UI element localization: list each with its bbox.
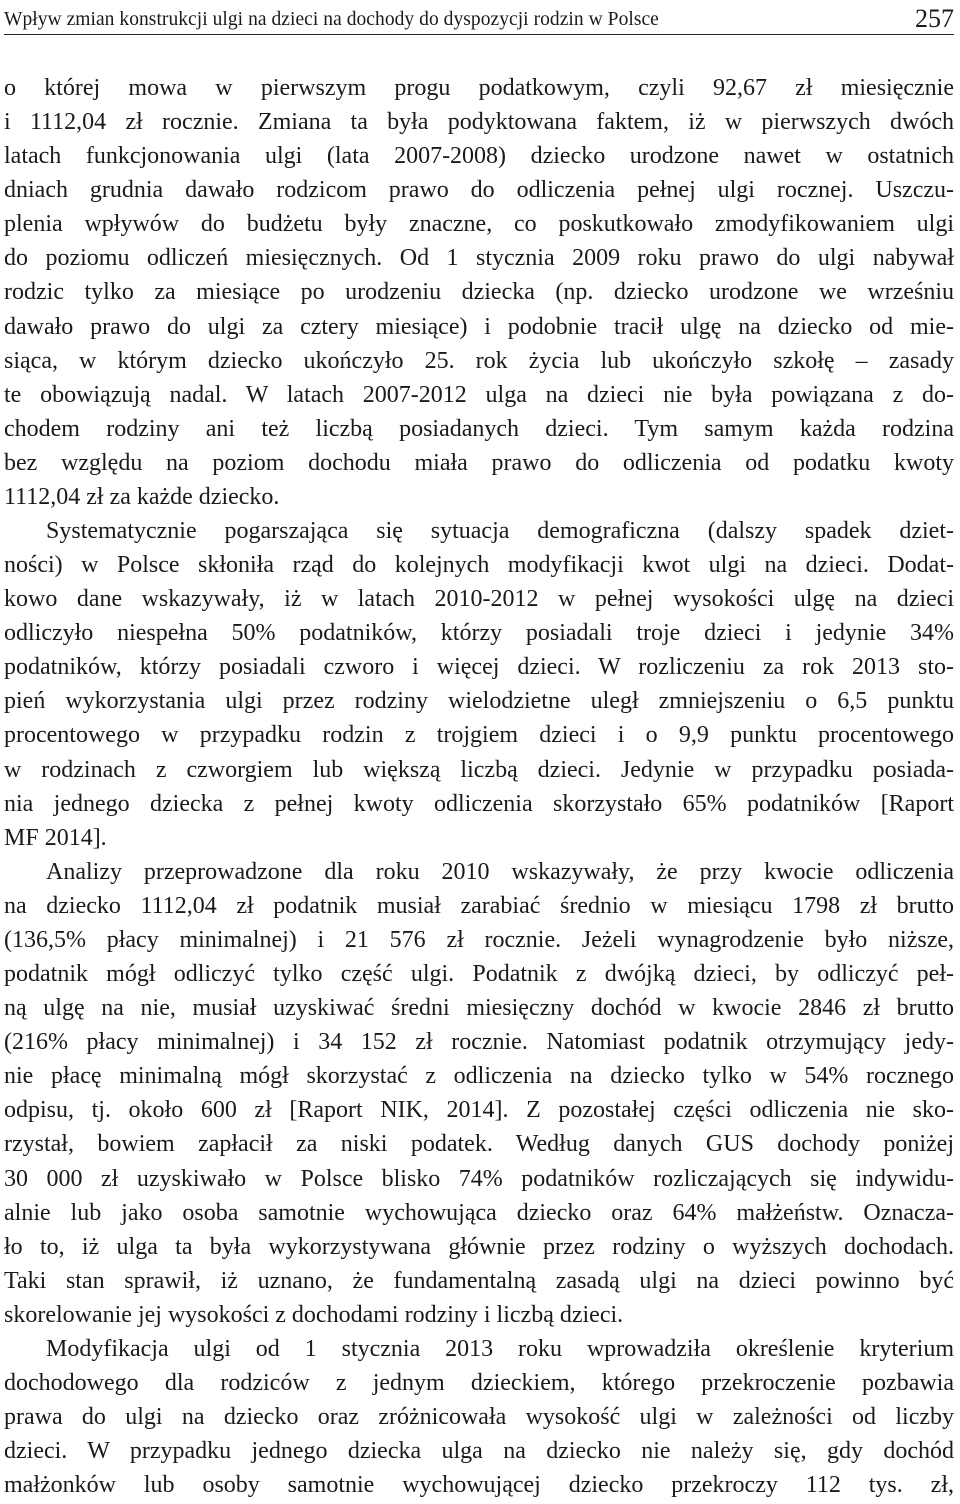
text-line: o której mowa w pierwszym progu podatkowym, czyli 92,67 zł miesięcznie [4, 75, 954, 101]
page-number: 257 [915, 4, 954, 33]
text-line: te obowiązują nadal. W latach 2007-2012 ulga na dzieci nie była powiązana z do- [4, 381, 954, 408]
text-line: ną ulgę na nie, musiał uzyskiwać średni miesięczny dochód w kwocie 2846 zł brutto [4, 995, 954, 1022]
text-line: alnie lub jako osoba samotnie wychowująca dziecko oraz 64% małżeństw. Oznacza- [4, 1199, 954, 1226]
text-line: latach funkcjonowania ulgi (lata 2007-2008) dziecko urodzone nawet w ostatnich [4, 143, 954, 170]
text-line: Modyfikacja ulgi od 1 stycznia 2013 roku wprowadziła określenie kryterium [46, 1335, 954, 1362]
text-line: chodem rodziny ani też liczbą posiadanych dzieci. Tym samym każda rodzina [4, 415, 954, 442]
running-header [4, 2, 954, 35]
text-line: podatnik mógł odliczyć tylko część ulgi. Podatnik z dwójką dzieci, by odliczyć peł- [4, 961, 954, 988]
text-line: procentowego w przypadku rodzin z trojgiem dzieci i o 9,9 punktu procentowego [4, 722, 954, 749]
text-line: w rodzinach z czworgiem lub większą liczbą dzieci. Jedynie w przypadku posiada- [4, 756, 954, 783]
text-line: rzystał, bowiem zapłacił za niski podatek. Według danych GUS dochody poniżej [4, 1131, 954, 1158]
text-line: ności) w Polsce skłoniła rząd do kolejnych modyfikacji kwot ulgi na dzieci. Dodat- [4, 552, 954, 579]
text-line: dniach grudnia dawało rodzicom prawo do odliczenia pełnej ulgi rocznej. Uszczu- [4, 177, 954, 204]
text-line: do poziomu odliczeń miesięcznych. Od 1 stycznia 2009 roku prawo do ulgi nabywał [4, 245, 954, 272]
text-line: (216% płacy minimalnej) i 34 152 zł rocznie. Natomiast podatnik otrzymujący jedy- [4, 1029, 954, 1056]
text-line: ło to, iż ulga ta była wykorzystywana głównie przez rodziny o wyższych dochodach. [4, 1233, 954, 1260]
text-line: (136,5% płacy minimalnej) i 21 576 zł rocznie. Jeżeli wynagrodzenie było niższe, [4, 926, 954, 953]
text-line: na dziecko 1112,04 zł podatnik musiał zarabiać średnio w miesiącu 1798 zł brutto [4, 892, 954, 919]
text-line: odpisu, tj. około 600 zł [Raport NIK, 2014]. Z pozostałej części odliczenia nie sko- [4, 1097, 954, 1124]
text-line: Systematycznie pogarszająca się sytuacja demograficzna (dalszy spadek dziet- [46, 518, 954, 545]
text-line: dochodowego dla rodziców z jednym dzieckiem, którego przekroczenie pozbawia [4, 1369, 954, 1396]
text-line: plenia wpływów do budżetu były znaczne, co poskutkowało zmodyfikowaniem ulgi [4, 211, 954, 238]
text-line: rodzic tylko za miesiące po urodzeniu dziecka (np. dziecko urodzone we wrześniu [4, 279, 954, 306]
text-line: podatników, którzy posiadali czworo i więcej dzieci. W rozliczeniu za rok 2013 sto- [4, 654, 954, 681]
text-line: Taki stan sprawił, iż uznano, że fundamentalną zasadą ulgi na dzieci powinno być [4, 1267, 954, 1294]
text-line: 1112,04 zł za każde dziecko. [4, 483, 280, 510]
text-line: Analizy przeprowadzone dla roku 2010 wskazywały, że przy kwocie odliczenia [46, 858, 954, 885]
text-line: siąca, w którym dziecko ukończyło 25. rok życia lub ukończyło szkołę – zasady [4, 347, 954, 374]
text-line: dzieci. W przypadku jednego dziecka ulga na dziecko nie należy się, gdy dochód [4, 1438, 954, 1465]
text-line: dawało prawo do ulgi za cztery miesiące) i podobnie tracił ulgę na dziecko od mie- [4, 313, 954, 340]
text-line: kowo dane wskazywały, iż w latach 2010-2012 w pełnej wysokości ulgę na dzieci [4, 586, 954, 613]
text-line: prawa do ulgi na dziecko oraz zróżnicowała wysokość ulgi w zależności od liczby [4, 1404, 954, 1431]
running-title: Wpływ zmian konstrukcji ulgi na dzieci na dochody do dyspozycji rodzin w Polsce [4, 9, 659, 30]
text-line: pień wykorzystania ulgi przez rodziny wielodzietne uległ zmniejszeniu o 6,5 punktu [4, 688, 954, 715]
text-line: małżonków lub osoby samotnie wychowującej dziecko przekroczy 112 tys. zł, [4, 1472, 954, 1499]
text-line: odliczyło niespełna 50% podatników, którzy posiadali troje dzieci i jedynie 34% [4, 620, 954, 647]
text-line: i 1112,04 zł rocznie. Zmiana ta była podyktowana faktem, iż w pierwszych dwóch [4, 109, 954, 136]
body-text [4, 73, 954, 1504]
text-line: 30 000 zł uzyskiwało w Polsce blisko 74% podatników rozliczających się indywidu- [4, 1165, 954, 1192]
text-line: MF 2014]. [4, 824, 107, 851]
text-line: bez względu na poziom dochodu miała prawo do odliczenia od podatku kwoty [4, 449, 954, 476]
text-line: nia jednego dziecka z pełnej kwoty odliczenia skorzystało 65% podatników [Raport [4, 790, 954, 817]
text-line: nie płacę minimalną mógł skorzystać z odliczenia na dziecko tylko w 54% rocznego [4, 1063, 954, 1090]
text-line: skorelowanie jej wysokości z dochodami rodziny i liczbą dzieci. [4, 1301, 624, 1328]
